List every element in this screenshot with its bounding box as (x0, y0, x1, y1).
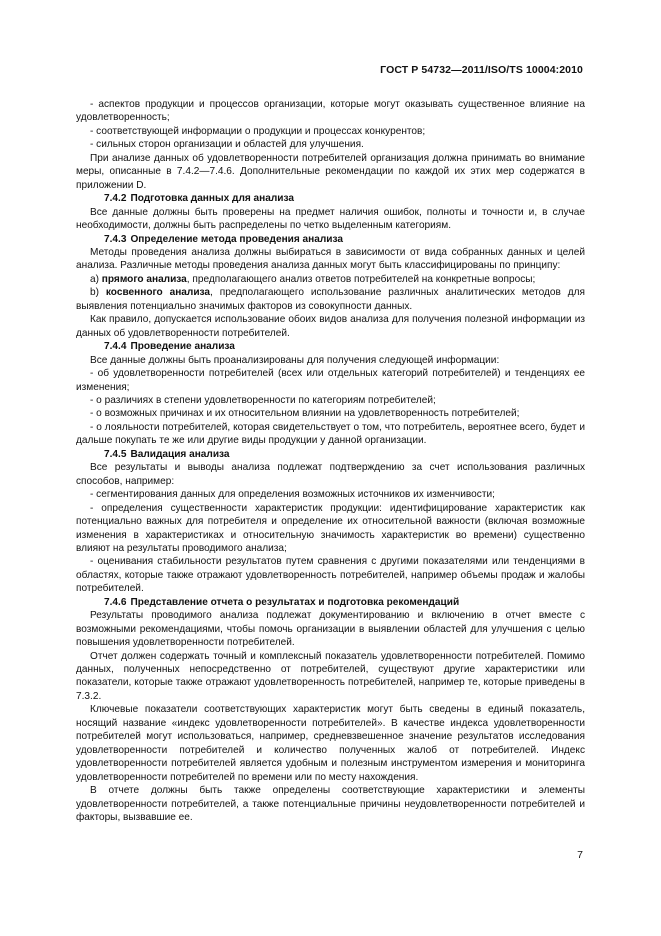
paragraph: При анализе данных об удовлетворенности потребителей организация должна принимать во внимание меры, описанные в 7.4.2—7.4.6. Дополнительные рекомендации по каждой их этих мер содержатся в приложении D. (76, 152, 585, 191)
section-heading-7-4-4 (76, 340, 585, 353)
list-marker: b) (90, 287, 99, 299)
paragraph: - аспектов продукции и процессов организации, которые могут оказывать существенное влияние на удовлетворенность; (76, 99, 585, 124)
paragraph: Все данные должны быть проанализированы для получения следующей информации: (90, 354, 500, 366)
section-title: Валидация анализа (130, 448, 230, 460)
section-title: Подготовка данных для анализа (130, 193, 294, 205)
paragraph: - определения существенности характеристик продукции: идентифицирование характеристик как потенциально важных для потребителя и определение их относительной важности (включая возможные изменения в характеристиках и относительную значимость характеристик во времени) существенно влияют на результаты проводимого анализа; (76, 502, 585, 554)
page-number: 7 (577, 849, 583, 861)
section-heading-7-4-2 (76, 192, 585, 205)
section-title: Представление отчета о результатах и подготовка рекомендаций (130, 596, 460, 608)
paragraph: - соответствующей информации о продукции и процессах конкурентов; (90, 125, 426, 137)
document-code-header: ГОСТ Р 54732—2011/ISO/TS 10004:2010 (380, 64, 583, 76)
paragraph: В отчете должны быть также определены соответствующие характеристики и элементы удовлетворенности потребителей, а также потенциальные причины неудовлетворенности потребителей и факторы, вызвавшие ее. (76, 785, 585, 824)
paragraph: - о лояльности потребителей, которая свидетельствует о том, что потребитель, вероятнее всего, будет и дальше покупать те же или другие виды продукции у данной организации. (76, 421, 585, 447)
paragraph: - сегментирования данных для определения возможных источников их изменчивости; (90, 489, 495, 501)
paragraph: - сильных сторон организации и областей для улучшения. (90, 139, 364, 151)
paragraph: - о возможных причинах и их относительном влиянии на удовлетворенность потребителей; (90, 408, 520, 420)
section-title: Проведение анализа (130, 341, 235, 353)
paragraph: - об удовлетворенности потребителей (всех или отдельных категорий потребителей) и тенденциях ее изменения; (76, 368, 585, 393)
paragraph: Все данные должны быть проверены на предмет наличия ошибок, полноты и точности и, в случае необходимости, должны быть распределены по четко выделенным категориям. (76, 206, 585, 232)
paragraph: - оценивания стабильности результатов путем сравнения с другими показателями или тенденциями в областях, которые также отражают удовлетворенность потребителей, например объемы продаж и жалобы потребителей. (76, 556, 585, 595)
section-number: 7.4.5 (104, 448, 127, 460)
section-number: 7.4.4 (104, 341, 127, 353)
paragraph: Все результаты и выводы анализа подлежат подтверждению за счет использования различных способов, например: (76, 462, 585, 487)
section-heading-7-4-5 (76, 448, 585, 461)
bold-term: косвенного анализа (105, 287, 211, 299)
section-title: Определение метода проведения анализа (130, 233, 343, 245)
paragraph: Результаты проводимого анализа подлежат документированию и включению в отчет вместе с возможными рекомендациями, чтобы помочь организации в выявлении областей для улучшения с целью повышения удовлетворенности потребителей. (76, 610, 585, 649)
paragraph: Методы проведения анализа должны выбираться в зависимости от вида собранных данных и целей анализа. Различные методы проведения анализа данных могут быть классифицированы по принципу: (76, 246, 585, 272)
list-item-a (76, 273, 585, 286)
paragraph: Как правило, допускается использование обоих видов анализа для получения полезной информации из данных об удовлетворенности потребителей. (76, 314, 585, 339)
paragraph: Ключевые показатели соответствующих характеристик могут быть сведены в единый показатель, носящий название «индекс удовлетворенности потребителей». В качестве индекса удовлетворенности потребителей могут использоваться, например, средневзвешенное значение результатов исследования удовлетворенности потребителей и количество полученных жалоб от потребителей. Индекс удовлетворенности потребителей является удобным и полезным инструментом измерения и мониторинга удовлетворенности потребителей по времени или по месту нахождения. (76, 704, 585, 783)
section-heading-7-4-3 (76, 233, 585, 246)
list-item-b (76, 286, 585, 313)
paragraph: - о различиях в степени удовлетворенности по категориям потребителей; (90, 394, 436, 406)
paragraph: Отчет должен содержать точный и комплексный показатель удовлетворенности потребителей. Помимо данных, полученных непосредственно от потребителей, существуют другие характеристики или показатели, которые также отражают удовлетворенность потребителей, например те, которые приведены в 7.3.2. (76, 650, 585, 702)
section-number: 7.4.3 (104, 233, 127, 245)
list-marker: a) (90, 273, 99, 285)
section-number: 7.4.6 (104, 596, 127, 608)
list-item-text: , предполагающего анализ ответов потребителей на конкретные вопросы; (186, 273, 536, 285)
section-heading-7-4-6 (76, 596, 585, 609)
list-item-text: , предполагающего использование различных аналитических методов для выявления потенциально значимых факторов из совокупности данных. (76, 287, 586, 312)
section-number: 7.4.2 (104, 193, 127, 205)
bold-term: прямого анализа (101, 273, 187, 285)
page-body (76, 98, 585, 824)
